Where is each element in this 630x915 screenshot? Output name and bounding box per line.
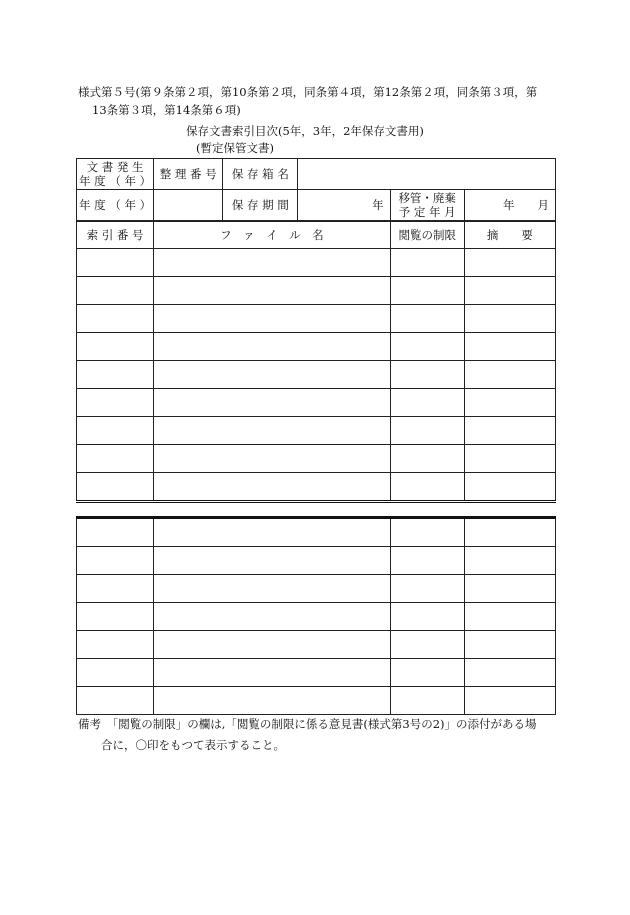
file-name-cell[interactable] <box>154 659 390 687</box>
form-reference-line-1: 様式第５号(第９条第２項，第10条第２項，同条第４項，第12条第２項，同条第３項，第 <box>78 85 538 99</box>
access-restriction-cell[interactable] <box>390 631 464 659</box>
page-subtitle: (暫定保管文書) <box>196 141 274 155</box>
table-row <box>77 631 556 659</box>
table-row <box>77 445 556 473</box>
file-name-cell[interactable] <box>154 518 390 547</box>
table-row <box>77 305 556 333</box>
access-restriction-cell[interactable] <box>390 305 464 333</box>
summary-cell[interactable] <box>464 575 555 603</box>
col-header-index-number: 索 引 番 号 <box>77 222 154 249</box>
index-number-cell[interactable] <box>77 389 154 417</box>
summary-cell[interactable] <box>464 361 555 389</box>
transfer-disposal-cell[interactable]: 年 月 <box>464 190 555 221</box>
table-row <box>77 687 556 715</box>
file-name-cell[interactable] <box>154 389 390 417</box>
summary-cell[interactable] <box>464 547 555 575</box>
index-number-cell[interactable] <box>77 603 154 631</box>
summary-cell[interactable] <box>464 659 555 687</box>
summary-cell[interactable] <box>464 445 555 473</box>
box-name-value-cell[interactable] <box>298 159 556 190</box>
transfer-disposal-label: 移管・廃棄 予 定 年 月 <box>390 190 464 221</box>
access-restriction-cell[interactable] <box>390 547 464 575</box>
summary-cell[interactable] <box>464 277 555 305</box>
table-row <box>77 575 556 603</box>
doc-year-label: 文 書 発 生 年 度 （ 年 ） <box>77 159 154 190</box>
retention-period-label: 保 存 期 間 <box>223 190 298 221</box>
summary-cell[interactable] <box>464 687 555 715</box>
table-row <box>77 417 556 445</box>
index-number-cell[interactable] <box>77 518 154 547</box>
index-number-cell[interactable] <box>77 687 154 715</box>
table-row <box>77 277 556 305</box>
index-number-cell[interactable] <box>77 277 154 305</box>
col-header-summary: 摘 要 <box>464 222 555 249</box>
file-name-cell[interactable] <box>154 547 390 575</box>
file-name-cell[interactable] <box>154 631 390 659</box>
col-header-access-restriction: 閲覧の制限 <box>390 222 464 249</box>
form-reference-line-2: 13条第３項，第14条第６項) <box>92 103 241 117</box>
file-name-cell[interactable] <box>154 575 390 603</box>
file-name-cell[interactable] <box>154 687 390 715</box>
index-number-cell[interactable] <box>77 417 154 445</box>
retention-period-cell[interactable]: 年 <box>298 190 390 221</box>
summary-cell[interactable] <box>464 333 555 361</box>
file-name-cell[interactable] <box>154 603 390 631</box>
table-row <box>77 249 556 277</box>
access-restriction-cell[interactable] <box>390 417 464 445</box>
index-number-cell[interactable] <box>77 333 154 361</box>
index-table-section-2 <box>76 516 556 715</box>
index-number-cell[interactable] <box>77 445 154 473</box>
access-restriction-cell[interactable] <box>390 333 464 361</box>
index-number-cell[interactable] <box>77 631 154 659</box>
box-name-label: 保 存 箱 名 <box>223 159 298 190</box>
index-number-cell[interactable] <box>77 473 154 502</box>
summary-cell[interactable] <box>464 473 555 502</box>
index-header-row <box>77 222 556 249</box>
index-number-cell[interactable] <box>77 249 154 277</box>
remarks-line-2: 合に，〇印をもつて表示すること。 <box>101 738 285 752</box>
file-name-cell[interactable] <box>154 249 390 277</box>
table-row <box>77 659 556 687</box>
remarks-line-1: 備考 「閲覧の制限」の欄は,「閲覧の制限に係る意見書(様式第3号の2)」の添付がある場 <box>78 717 537 731</box>
file-name-cell[interactable] <box>154 445 390 473</box>
access-restriction-cell[interactable] <box>390 249 464 277</box>
index-number-cell[interactable] <box>77 575 154 603</box>
index-number-cell[interactable] <box>77 659 154 687</box>
index-number-cell[interactable] <box>77 361 154 389</box>
access-restriction-cell[interactable] <box>390 659 464 687</box>
summary-cell[interactable] <box>464 389 555 417</box>
summary-cell[interactable] <box>464 305 555 333</box>
access-restriction-cell[interactable] <box>390 518 464 547</box>
file-name-cell[interactable] <box>154 417 390 445</box>
access-restriction-cell[interactable] <box>390 687 464 715</box>
access-restriction-cell[interactable] <box>390 361 464 389</box>
meta-table <box>76 158 556 221</box>
summary-cell[interactable] <box>464 518 555 547</box>
table-row <box>77 518 556 547</box>
access-restriction-cell[interactable] <box>390 445 464 473</box>
table-row <box>77 603 556 631</box>
fiscal-year-label: 年 度 （ 年 ） <box>77 190 154 221</box>
access-restriction-cell[interactable] <box>390 277 464 305</box>
access-restriction-cell[interactable] <box>390 389 464 417</box>
table-row <box>77 547 556 575</box>
summary-cell[interactable] <box>464 603 555 631</box>
summary-cell[interactable] <box>464 631 555 659</box>
col-header-file-name: フ ァ イ ル 名 <box>154 222 390 249</box>
access-restriction-cell[interactable] <box>390 473 464 502</box>
page-title: 保存文書索引目次(5年，3年，2年保存文書用) <box>186 124 424 138</box>
fiscal-year-value-cell[interactable] <box>154 190 223 221</box>
index-number-cell[interactable] <box>77 547 154 575</box>
summary-cell[interactable] <box>464 249 555 277</box>
file-name-cell[interactable] <box>154 277 390 305</box>
index-number-cell[interactable] <box>77 305 154 333</box>
access-restriction-cell[interactable] <box>390 575 464 603</box>
summary-cell[interactable] <box>464 417 555 445</box>
file-name-cell[interactable] <box>154 305 390 333</box>
table-row <box>77 389 556 417</box>
file-name-cell[interactable] <box>154 333 390 361</box>
ref-number-label: 整 理 番 号 <box>154 159 223 190</box>
file-name-cell[interactable] <box>154 473 390 502</box>
index-table-section-1 <box>76 221 556 503</box>
table-row <box>77 333 556 361</box>
table-row <box>77 473 556 502</box>
file-name-cell[interactable] <box>154 361 390 389</box>
access-restriction-cell[interactable] <box>390 603 464 631</box>
table-row <box>77 361 556 389</box>
